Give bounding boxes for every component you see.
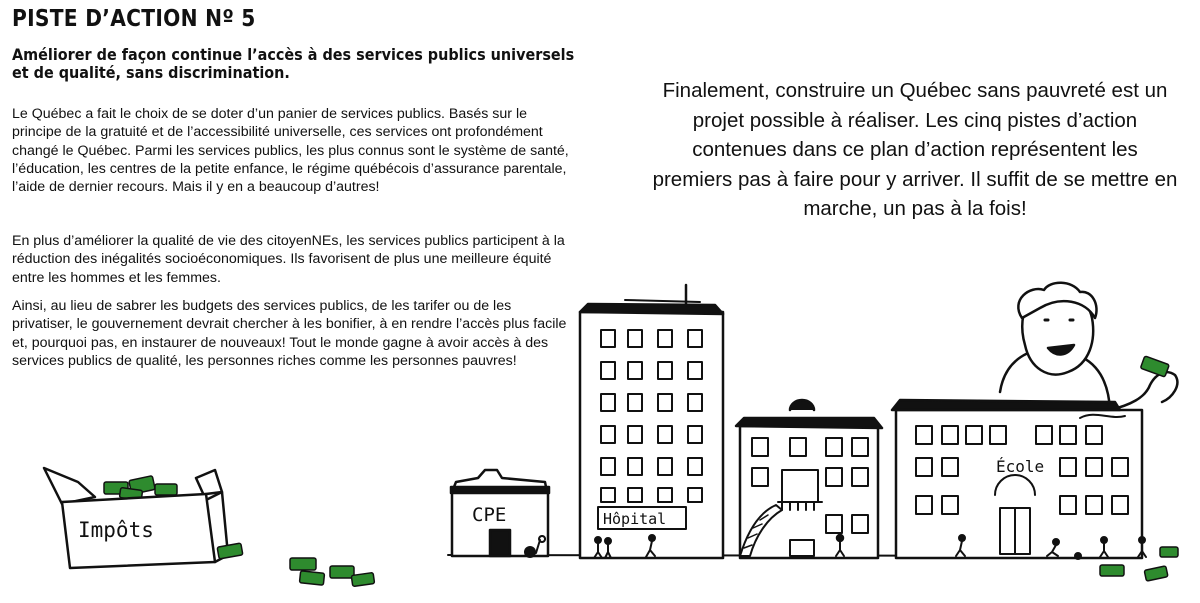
- hospital-label: Hôpital: [603, 510, 667, 528]
- tax-box-label: Impôts: [78, 518, 154, 542]
- section-subtitle: Améliorer de façon continue l’accès à des services publics universels et de qualité, sans discrimination.: [12, 45, 575, 82]
- hospital-building: [580, 285, 723, 558]
- daycare-building: [451, 470, 549, 558]
- tax-box: [44, 468, 228, 568]
- body-paragraph-2: En plus d’améliorer la qualité de vie des citoyenNEs, les services publics participent à la réduction des inégalités socioéconomiques. Ils favorisent de plus une meilleure équité entre les hommes et les femmes.: [12, 233, 565, 286]
- conclusion-text: Finalement, construire un Québec sans pauvreté est un projet possible à réaliser. Les cinq pistes d’action contenues dans ce plan d’action représentent les premiers pas à faire pour y arriver. Il suffit de se mettre en marche, un pas à la fois!: [652, 79, 1178, 220]
- body-paragraph-3: Ainsi, au lieu de sabrer les budgets des services publics, de les tarifer ou de les privatiser, le gouvernement devrait chercher à les bonifier, à en rendre l’accès plus facile et, pourquoi pas, en instaurer de nouveaux! Tout le monde gagne à avoir accès à des services publics de qualité, les personnes riches comme les personnes pauvres!: [12, 298, 567, 369]
- community-building: [736, 400, 882, 558]
- school-label: École: [996, 457, 1045, 476]
- daycare-label: CPE: [472, 504, 507, 526]
- page-title: PISTE D’ACTION Nº 5: [12, 6, 256, 32]
- school-building-with-child: [892, 283, 1177, 559]
- body-paragraph-1: Le Québec a fait le choix de se doter d’un panier de services publics. Basés sur le principe de la gratuité et de l’accessibilité universelle, ces services ont profondément changé le Québec. Parmi les services publics, les plus connus sont le système de santé, l’éducation, les centres de la petite enfance, le régime québécois d’assurance parentale, l’aide de dernier recours. Mais il y en a beaucoup d’autres!: [12, 106, 569, 196]
